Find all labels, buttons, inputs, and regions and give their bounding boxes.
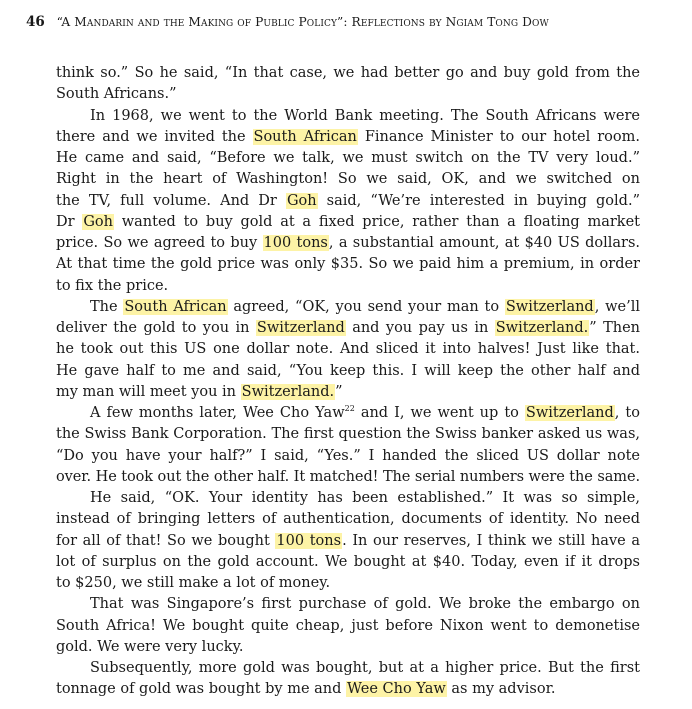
text-run: tonnage of gold was bought by me and	[56, 681, 347, 698]
text-run: the TV, full volume. And Dr	[56, 192, 286, 209]
text-run: think so.” So he said, “In that case, we had better go and buy gold from the	[56, 65, 640, 81]
text-run: “Do you have your half?” I said, “Yes.” I handed the sliced US dollar note	[56, 447, 640, 464]
text-run: Subsequently, more gold was bought, but at a higher price. But the first	[90, 660, 640, 676]
text-line	[56, 679, 640, 700]
body-text	[56, 63, 640, 701]
highlighted-phrase: South African	[253, 128, 357, 145]
text-run: That was Singapore’s first purchase of gold. We broke the embargo on	[90, 596, 640, 613]
highlighted-phrase: Goh	[83, 213, 113, 230]
highlighted-phrase: 100 tons	[263, 235, 328, 251]
text-run: lot of surplus on the gold account. We bought at $40. Today, even if it drops	[56, 553, 640, 570]
text-line	[56, 594, 640, 615]
page-number: 46	[26, 14, 45, 30]
text-run: At that time the gold price was only $35. So we paid him a premium, in order	[56, 256, 640, 273]
text-line	[56, 467, 640, 488]
text-line	[56, 212, 640, 233]
text-line	[56, 276, 640, 297]
highlighted-phrase: Goh	[286, 192, 317, 209]
text-run: there and we invited the	[56, 128, 253, 145]
text-run: Right in the heart of Washington! So we said, OK, and we switched on	[56, 171, 640, 188]
text-run: and you pay us in	[345, 320, 495, 336]
text-line	[56, 658, 640, 679]
text-line	[56, 424, 640, 445]
highlighted-phrase: Switzerland.	[241, 383, 335, 400]
text-line	[56, 339, 640, 360]
text-run: wanted to buy gold at a fixed price, rather than a floating market	[113, 213, 640, 230]
text-line	[56, 254, 640, 275]
text-line	[56, 106, 640, 127]
text-run: Finance Minister to our hotel room.	[357, 128, 640, 145]
text-run: , a substantial amount, at $40 US dollars.	[328, 235, 640, 251]
text-line	[56, 361, 640, 382]
text-run: price. So we agreed to buy	[56, 235, 263, 251]
text-line	[56, 446, 640, 467]
text-line	[56, 233, 640, 254]
text-line	[56, 573, 640, 594]
text-run: A few months later, Wee Cho Yaw	[90, 405, 345, 421]
text-run: He gave half to me and said, “You keep this. I will keep the other half and	[56, 362, 640, 379]
text-run: instead of bringing letters of authentication, documents of identity. No need	[56, 511, 640, 528]
text-line	[56, 509, 640, 530]
text-run: the Swiss Bank Corporation. The first question the Swiss banker asked us was,	[56, 426, 640, 443]
text-run: and I, we went up to	[354, 405, 525, 421]
text-run: Dr	[56, 213, 83, 230]
text-line	[56, 552, 640, 573]
text-run: my man will meet you in	[56, 383, 241, 400]
highlighted-phrase: Switzerland	[525, 405, 614, 421]
text-run: he took out this US one dollar note. And sliced it into halves! Just like that.	[56, 341, 640, 358]
text-run: South Africans.”	[56, 86, 177, 103]
text-line	[56, 318, 640, 339]
text-line	[56, 127, 640, 148]
text-line	[56, 84, 640, 105]
text-line	[56, 63, 640, 84]
highlighted-phrase: Wee Cho Yaw	[347, 681, 446, 698]
text-run: ”	[335, 383, 343, 400]
text-run: He said, “OK. Your identity has been established.” It was so simple,	[90, 490, 640, 506]
text-run: The	[90, 298, 124, 315]
text-line	[56, 191, 640, 212]
text-line	[56, 403, 640, 424]
text-run: , we’ll	[594, 298, 640, 315]
text-line	[56, 382, 640, 403]
highlighted-phrase: Switzerland	[256, 320, 345, 336]
text-run: South Africa! We bought quite cheap, just before Nixon went to demonetise	[56, 617, 640, 634]
text-run: He came and said, “Before we talk, we must switch on the TV very loud.”	[56, 150, 640, 166]
text-run: as my advisor.	[446, 681, 556, 698]
text-run: over. He took out the other half. It matched! The serial numbers were the same.	[56, 468, 640, 485]
text-run: for all of that! So we bought	[56, 532, 276, 549]
text-line	[56, 616, 640, 637]
text-run: In 1968, we went to the World Bank meeting. The South Africans were	[90, 107, 640, 124]
text-run: to fix the price.	[56, 277, 169, 294]
highlighted-phrase: South African	[124, 298, 227, 315]
text-run: agreed, “OK, you send your man to	[227, 298, 505, 315]
text-line	[56, 488, 640, 509]
text-line	[56, 169, 640, 190]
text-run: , to	[614, 405, 640, 421]
text-run: . In our reserves, I think we still have a	[342, 532, 640, 549]
text-line	[56, 531, 640, 552]
highlighted-phrase: 100 tons	[276, 532, 342, 549]
highlighted-phrase: Switzerland	[505, 298, 594, 315]
text-run: gold. We were very lucky.	[56, 638, 244, 655]
text-line	[56, 148, 640, 169]
text-line	[56, 637, 640, 658]
running-title: “A Mandarin and the Making of Public Policy”: Reflections by Ngiam Tong Dow	[56, 15, 549, 29]
text-run: ” Then	[589, 320, 640, 336]
text-line	[56, 297, 640, 318]
running-header	[26, 12, 676, 32]
footnote-marker: 22	[344, 404, 355, 414]
highlighted-phrase: Switzerland.	[495, 320, 589, 336]
text-run: said, “We’re interested in buying gold.”	[317, 192, 640, 209]
text-run: deliver the gold to you in	[56, 320, 256, 336]
text-run: to $250, we still make a lot of money.	[56, 575, 331, 591]
